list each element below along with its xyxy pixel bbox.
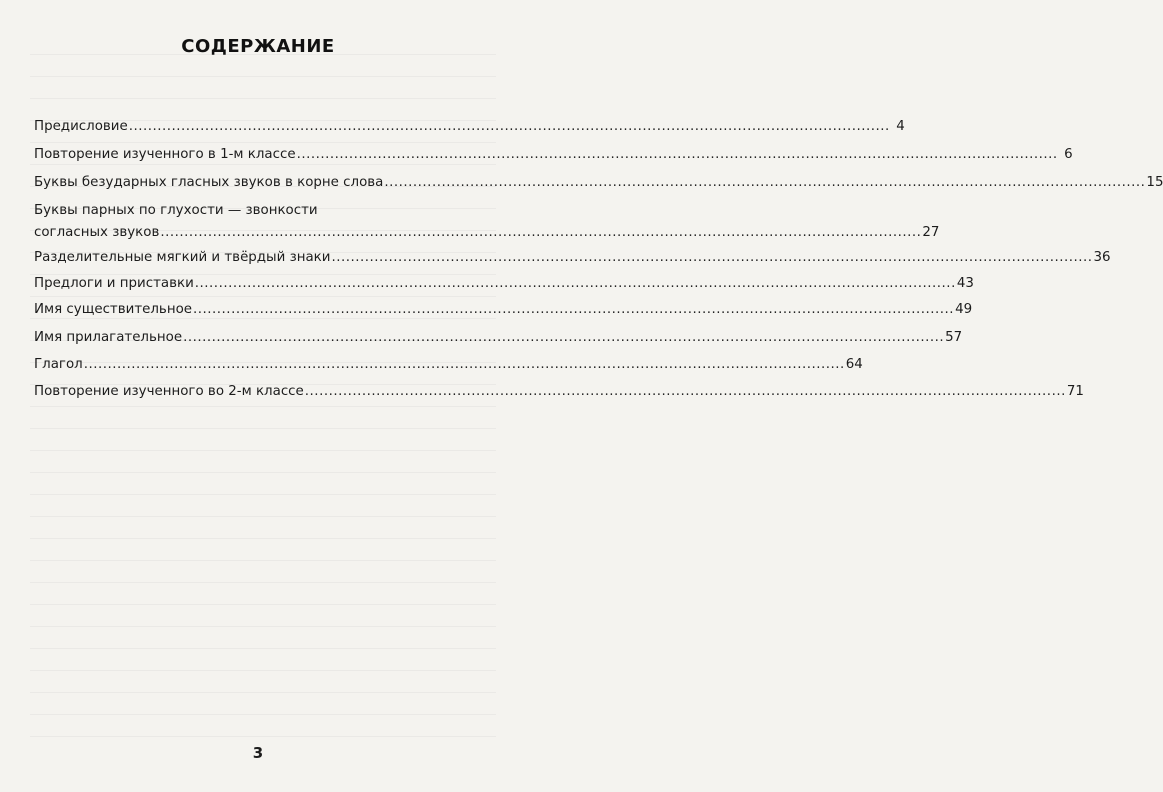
toc-entry: [34, 200, 940, 244]
toc-entry-label: Имя прилагательное: [34, 330, 183, 345]
toc-entry: [34, 327, 963, 349]
bleed-line: [30, 678, 496, 693]
toc-entry-page: 71: [1066, 384, 1084, 399]
bleed-line: [30, 480, 496, 495]
bleed-line: [30, 524, 496, 539]
toc-entry-page: 15: [1146, 175, 1163, 190]
toc-entry: [34, 247, 1111, 269]
leader-dots: ................................................................................................................................................................: [331, 250, 1093, 265]
bleed-line: [30, 546, 496, 561]
bleed-line: [30, 722, 496, 737]
leader-dots: ................................................................................................................................................................: [304, 384, 1066, 399]
bleed-line: [30, 414, 496, 429]
bleed-line: [30, 84, 496, 99]
leader-dots: ................................................................................................................................................................: [384, 175, 1146, 190]
toc-entry: [34, 381, 1084, 403]
page-title: СОДЕРЖАНИЕ: [181, 36, 335, 57]
bleed-line: [30, 458, 496, 473]
leader-dots: ................................................................................................................................................................: [183, 330, 945, 345]
toc-entry: [34, 116, 905, 138]
toc-entry-page: 64: [845, 357, 863, 372]
toc-entry-page: 57: [945, 330, 963, 345]
bleed-line: [30, 436, 496, 451]
toc-entry-label: Повторение изученного во 2-м классе: [34, 384, 304, 399]
toc-entry-page: 36: [1093, 250, 1111, 265]
leader-dots: ................................................................................................................................................................: [193, 302, 955, 317]
toc-entry-page: 49: [955, 302, 973, 317]
bleed-line: [30, 634, 496, 649]
toc-entry-label: согласных звуков: [34, 225, 160, 240]
toc-entry: [34, 273, 974, 295]
toc-entry-page: 27: [922, 225, 940, 240]
toc-entry: [34, 354, 863, 376]
bleed-line: [30, 590, 496, 605]
bleed-line: [30, 700, 496, 715]
toc-entry: [34, 172, 1163, 194]
bleed-line: [30, 62, 496, 77]
leader-dots: ................................................................................................................................................................: [128, 119, 890, 134]
leader-dots: ................................................................................................................................................................: [83, 357, 845, 372]
leader-dots: ................................................................................................................................................................: [194, 276, 956, 291]
toc-entry-label: Буквы безударных гласных звуков в корне слова: [34, 175, 384, 190]
toc-entry-label: Повторение изученного в 1-м классе: [34, 147, 296, 162]
leader-dots: ................................................................................................................................................................: [160, 225, 922, 240]
toc-entry-page: 6: [1064, 147, 1073, 162]
toc-entry-label-line1: Буквы парных по глухости — звонкости: [34, 203, 318, 218]
toc-entry-label: Предлоги и приставки: [34, 276, 194, 291]
bleed-line: [30, 502, 496, 517]
toc-entry-label: Глагол: [34, 357, 83, 372]
page-number: 3: [252, 744, 264, 762]
toc-entry-label: Предисловие: [34, 119, 128, 134]
toc-entry: [34, 144, 1073, 166]
toc-entry-label: Имя существительное: [34, 302, 193, 317]
bleed-line: [30, 568, 496, 583]
toc-entry-page: 43: [956, 276, 974, 291]
toc-entry-label: Разделительные мягкий и твёрдый знаки: [34, 250, 331, 265]
leader-dots: ................................................................................................................................................................: [296, 147, 1058, 162]
toc-entry: [34, 299, 973, 321]
bleed-line: [30, 656, 496, 671]
bleed-line: [30, 612, 496, 627]
toc-entry-page: 4: [896, 119, 905, 134]
